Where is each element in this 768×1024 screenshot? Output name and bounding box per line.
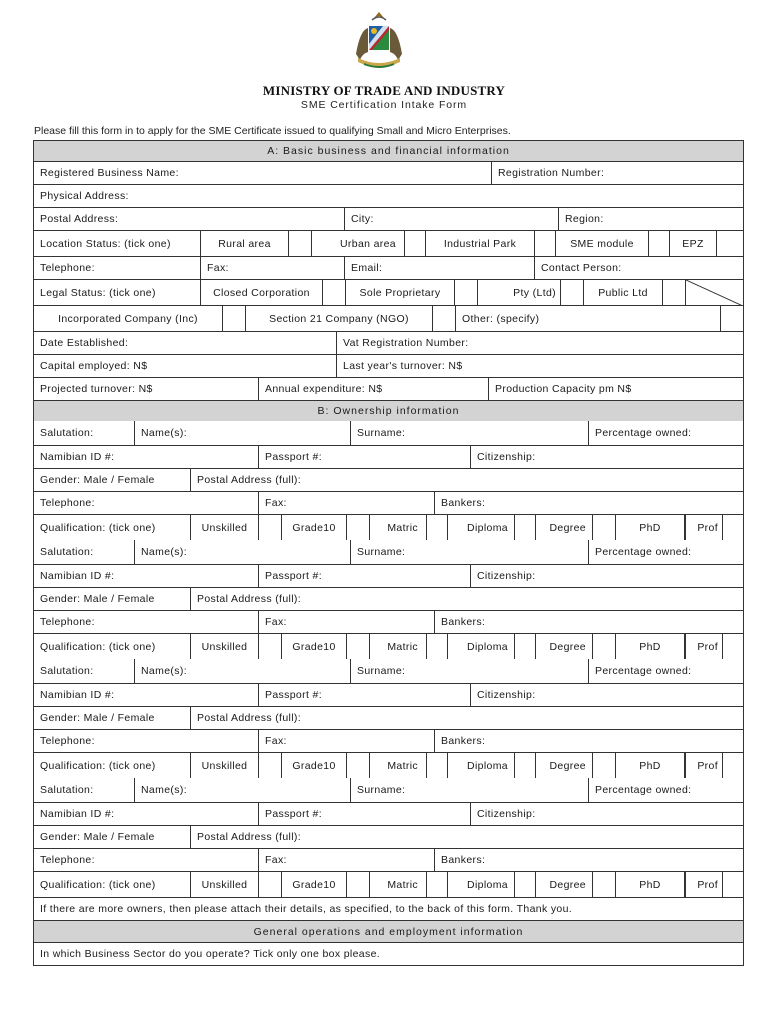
owner-block [34, 540, 743, 659]
blank-diagonal-cell [686, 280, 743, 306]
option-unskilled: Unskilled [190, 872, 258, 897]
production-capacity-field[interactable]: Production Capacity pm N$ [488, 378, 743, 400]
location-status-label: Location Status: (tick one) [40, 237, 171, 250]
section-c-header [34, 920, 743, 942]
registered-business-name-field[interactable]: Registered Business Name: [40, 167, 179, 179]
owner-id-row [34, 802, 743, 825]
percentage-owned-field[interactable]: Percentage owned: [588, 540, 743, 564]
owner-salutation-row [34, 540, 743, 564]
option-sme-module: SME module [570, 237, 634, 250]
option-grade10: Grade10 [292, 521, 336, 534]
sme-intake-form [33, 140, 744, 966]
checkbox-matric[interactable] [426, 872, 448, 897]
physical-address-field[interactable]: Physical Address: [40, 190, 129, 202]
bankers-field[interactable]: Bankers: [434, 611, 743, 633]
option-grade10: Grade10 [292, 878, 336, 891]
option-matric: Matric [387, 878, 418, 891]
business-sector-question: In which Business Sector do you operate? Tick only one box please. [40, 948, 381, 960]
gender-field[interactable]: Gender: Male / Female [40, 712, 155, 724]
surname-field[interactable]: Surname: [350, 778, 588, 802]
checkbox-matric[interactable] [426, 753, 448, 778]
checkbox-prof[interactable] [722, 872, 743, 897]
checkbox-closed-corporation[interactable] [322, 280, 346, 305]
fax-field[interactable]: Fax: [200, 257, 344, 279]
option-prof: Prof [697, 878, 718, 891]
owner-block [34, 659, 743, 778]
postal-address-full-field[interactable]: Postal Address (full): [190, 707, 743, 729]
checkbox-diploma[interactable] [514, 515, 536, 540]
names-field[interactable]: Name(s): [134, 421, 350, 445]
last-turnover-field[interactable]: Last year's turnover: N$ [336, 355, 743, 377]
salutation-field[interactable]: Salutation: [40, 784, 94, 796]
postal-address-full-field[interactable]: Postal Address (full): [190, 469, 743, 491]
postal-address-row [34, 207, 743, 230]
email-field[interactable]: Email: [344, 257, 534, 279]
bankers-field[interactable]: Bankers: [434, 492, 743, 514]
section-a-header [34, 141, 743, 161]
checkbox-sole-proprietary[interactable] [454, 280, 478, 305]
legal-status-row [34, 279, 743, 305]
business-name-row [34, 161, 743, 184]
option-diploma: Diploma [467, 521, 508, 534]
owner-phone-row [34, 610, 743, 633]
checkbox-pty-ltd[interactable] [560, 280, 584, 305]
ministry-title: MINISTRY OF TRADE AND INDUSTRY [262, 83, 506, 98]
more-owners-row [34, 897, 743, 920]
checkbox-prof[interactable] [722, 753, 743, 778]
bankers-field[interactable]: Bankers: [434, 849, 743, 871]
checkbox-section-21-company[interactable] [432, 306, 456, 331]
owner-phone-row [34, 729, 743, 752]
option-urban-area: Urban area [339, 237, 396, 250]
owner-salutation-row [34, 659, 743, 683]
surname-field[interactable]: Surname: [350, 421, 588, 445]
region-field[interactable]: Region: [558, 208, 743, 230]
owner-salutation-row [34, 421, 743, 445]
physical-address-row [34, 184, 743, 207]
checkbox-other[interactable] [720, 306, 743, 331]
owner-fax-field[interactable]: Fax: [258, 611, 434, 633]
legal-status-label: Legal Status: (tick one) [40, 286, 156, 299]
owner-id-row [34, 445, 743, 468]
checkbox-grade10[interactable] [346, 634, 370, 659]
checkbox-unskilled[interactable] [258, 753, 282, 778]
checkbox-matric[interactable] [426, 634, 448, 659]
citizenship-field[interactable]: Citizenship: [470, 684, 743, 706]
passport-field[interactable]: Passport #: [258, 684, 470, 706]
namibian-id-field[interactable]: Namibian ID #: [40, 570, 115, 582]
registration-number-field[interactable]: Registration Number: [491, 162, 743, 184]
owner-telephone-field[interactable]: Telephone: [40, 735, 95, 747]
option-phd: PhD [639, 640, 661, 653]
salutation-field[interactable]: Salutation: [40, 546, 94, 558]
option-degree: Degree [549, 878, 586, 891]
owner-id-row [34, 564, 743, 587]
option-matric: Matric [387, 640, 418, 653]
checkbox-degree[interactable] [592, 872, 616, 897]
national-coat-of-arms-icon [350, 8, 408, 72]
postal-address-field[interactable]: Postal Address: [40, 213, 119, 225]
passport-field[interactable]: Passport #: [258, 446, 470, 468]
projected-turnover-field[interactable]: Projected turnover: N$ [40, 383, 153, 395]
option-matric: Matric [387, 521, 418, 534]
option-diploma: Diploma [467, 759, 508, 772]
owner-phone-row [34, 491, 743, 514]
citizenship-field[interactable]: Citizenship: [470, 803, 743, 825]
owner-telephone-field[interactable]: Telephone: [40, 854, 95, 866]
salutation-field[interactable]: Salutation: [40, 665, 94, 677]
checkbox-prof[interactable] [722, 515, 743, 540]
postal-address-full-field[interactable]: Postal Address (full): [190, 826, 743, 848]
owner-block [34, 421, 743, 540]
checkbox-grade10[interactable] [346, 753, 370, 778]
owner-fax-field[interactable]: Fax: [258, 730, 434, 752]
city-field[interactable]: City: [344, 208, 558, 230]
owner-qualification-row [34, 752, 743, 778]
option-industrial-park: Industrial Park [443, 237, 517, 250]
option-closed-corporation: Closed Corporation [200, 280, 322, 305]
passport-field[interactable]: Passport #: [258, 565, 470, 587]
postal-address-full-field[interactable]: Postal Address (full): [190, 588, 743, 610]
gender-field[interactable]: Gender: Male / Female [40, 474, 155, 486]
qualification-label: Qualification: (tick one) [40, 640, 156, 653]
option-unskilled: Unskilled [190, 634, 258, 659]
option-epz: EPZ [682, 237, 704, 250]
legal-status-row-2 [34, 305, 743, 331]
citizenship-field[interactable]: Citizenship: [470, 565, 743, 587]
option-unskilled: Unskilled [190, 753, 258, 778]
owner-gender-row [34, 706, 743, 729]
surname-field[interactable]: Surname: [350, 659, 588, 683]
checkbox-unskilled[interactable] [258, 515, 282, 540]
checkbox-prof[interactable] [722, 634, 743, 659]
option-prof: Prof [697, 521, 718, 534]
contact-person-field[interactable]: Contact Person: [534, 257, 743, 279]
owner-qualification-row [34, 871, 743, 897]
qualification-label: Qualification: (tick one) [40, 878, 156, 891]
checkbox-degree[interactable] [592, 753, 616, 778]
percentage-owned-field[interactable]: Percentage owned: [588, 659, 743, 683]
form-subtitle: SME Certification Intake Form [300, 99, 468, 111]
projection-row [34, 377, 743, 400]
names-field[interactable]: Name(s): [134, 659, 350, 683]
checkbox-industrial-park[interactable] [534, 231, 556, 256]
percentage-owned-field[interactable]: Percentage owned: [588, 778, 743, 802]
option-phd: PhD [639, 878, 661, 891]
option-phd: PhD [639, 759, 661, 772]
percentage-owned-field[interactable]: Percentage owned: [588, 421, 743, 445]
citizenship-field[interactable]: Citizenship: [470, 446, 743, 468]
more-owners-note: If there are more owners, then please attach their details, as specified, to the back of this form. Thank you. [40, 903, 573, 915]
option-section-21-company: Section 21 Company (NGO) [269, 312, 409, 325]
owner-id-row [34, 683, 743, 706]
date-established-field[interactable]: Date Established: [40, 337, 129, 349]
option-degree: Degree [549, 759, 586, 772]
capital-employed-field[interactable]: Capital employed: N$ [40, 360, 148, 372]
option-phd: PhD [639, 521, 661, 534]
telephone-field[interactable]: Telephone: [40, 262, 95, 274]
section-b-title: B: Ownership information [317, 405, 460, 417]
checkbox-epz[interactable] [716, 231, 743, 256]
checkbox-degree[interactable] [592, 515, 616, 540]
option-sole-proprietary: Sole Proprietary [359, 286, 441, 299]
date-vat-row [34, 331, 743, 354]
checkbox-sme-module[interactable] [648, 231, 670, 256]
checkbox-degree[interactable] [592, 634, 616, 659]
owner-qualification-row [34, 514, 743, 540]
other-specify-field[interactable]: Other: (specify) [462, 312, 540, 325]
gender-field[interactable]: Gender: Male / Female [40, 593, 155, 605]
option-prof: Prof [697, 640, 718, 653]
option-grade10: Grade10 [292, 640, 336, 653]
owner-gender-row [34, 468, 743, 491]
option-diploma: Diploma [467, 640, 508, 653]
business-sector-row [34, 942, 743, 965]
owner-salutation-row [34, 778, 743, 802]
bankers-field[interactable]: Bankers: [434, 730, 743, 752]
option-diploma: Diploma [467, 878, 508, 891]
owner-telephone-field[interactable]: Telephone: [40, 497, 95, 509]
checkbox-urban-area[interactable] [404, 231, 426, 256]
checkbox-grade10[interactable] [346, 515, 370, 540]
checkbox-unskilled[interactable] [258, 872, 282, 897]
owner-phone-row [34, 848, 743, 871]
owner-gender-row [34, 587, 743, 610]
option-degree: Degree [549, 640, 586, 653]
annual-expenditure-field[interactable]: Annual expenditure: N$ [258, 378, 488, 400]
option-matric: Matric [387, 759, 418, 772]
capital-turnover-row [34, 354, 743, 377]
vat-registration-field[interactable]: Vat Registration Number: [336, 332, 743, 354]
option-grade10: Grade10 [292, 759, 336, 772]
location-status-row [34, 230, 743, 256]
checkbox-diploma[interactable] [514, 634, 536, 659]
option-degree: Degree [549, 521, 586, 534]
checkbox-diploma[interactable] [514, 753, 536, 778]
checkbox-diploma[interactable] [514, 872, 536, 897]
qualification-label: Qualification: (tick one) [40, 759, 156, 772]
qualification-label: Qualification: (tick one) [40, 521, 156, 534]
gender-field[interactable]: Gender: Male / Female [40, 831, 155, 843]
checkbox-matric[interactable] [426, 515, 448, 540]
owner-telephone-field[interactable]: Telephone: [40, 616, 95, 628]
checkbox-incorporated-company[interactable] [222, 306, 246, 331]
checkbox-grade10[interactable] [346, 872, 370, 897]
checkbox-public-ltd[interactable] [662, 280, 686, 305]
option-rural-area: Rural area [200, 231, 288, 256]
owner-gender-row [34, 825, 743, 848]
salutation-field[interactable]: Salutation: [40, 427, 94, 439]
names-field[interactable]: Name(s): [134, 540, 350, 564]
names-field[interactable]: Name(s): [134, 778, 350, 802]
owner-qualification-row [34, 633, 743, 659]
surname-field[interactable]: Surname: [350, 540, 588, 564]
option-incorporated-company: Incorporated Company (Inc) [58, 312, 198, 325]
section-b-header [34, 400, 743, 421]
owner-block [34, 778, 743, 897]
option-unskilled: Unskilled [190, 515, 258, 540]
checkbox-rural-area[interactable] [288, 231, 312, 256]
option-pty-ltd: Pty (Ltd) [513, 286, 556, 299]
section-c-title: General operations and employment information [253, 925, 524, 938]
namibian-id-field[interactable]: Namibian ID #: [40, 689, 115, 701]
passport-field[interactable]: Passport #: [258, 803, 470, 825]
option-prof: Prof [697, 759, 718, 772]
checkbox-unskilled[interactable] [258, 634, 282, 659]
form-instructions: Please fill this form in to apply for the SME Certificate issued to qualifying Small and Micro Enterprises. [34, 125, 511, 137]
option-public-ltd: Public Ltd [598, 286, 648, 299]
owner-fax-field[interactable]: Fax: [258, 492, 434, 514]
owner-fax-field[interactable]: Fax: [258, 849, 434, 871]
section-a-title: A: Basic business and financial information [267, 145, 510, 157]
namibian-id-field[interactable]: Namibian ID #: [40, 808, 115, 820]
namibian-id-field[interactable]: Namibian ID #: [40, 451, 115, 463]
contact-row [34, 256, 743, 279]
